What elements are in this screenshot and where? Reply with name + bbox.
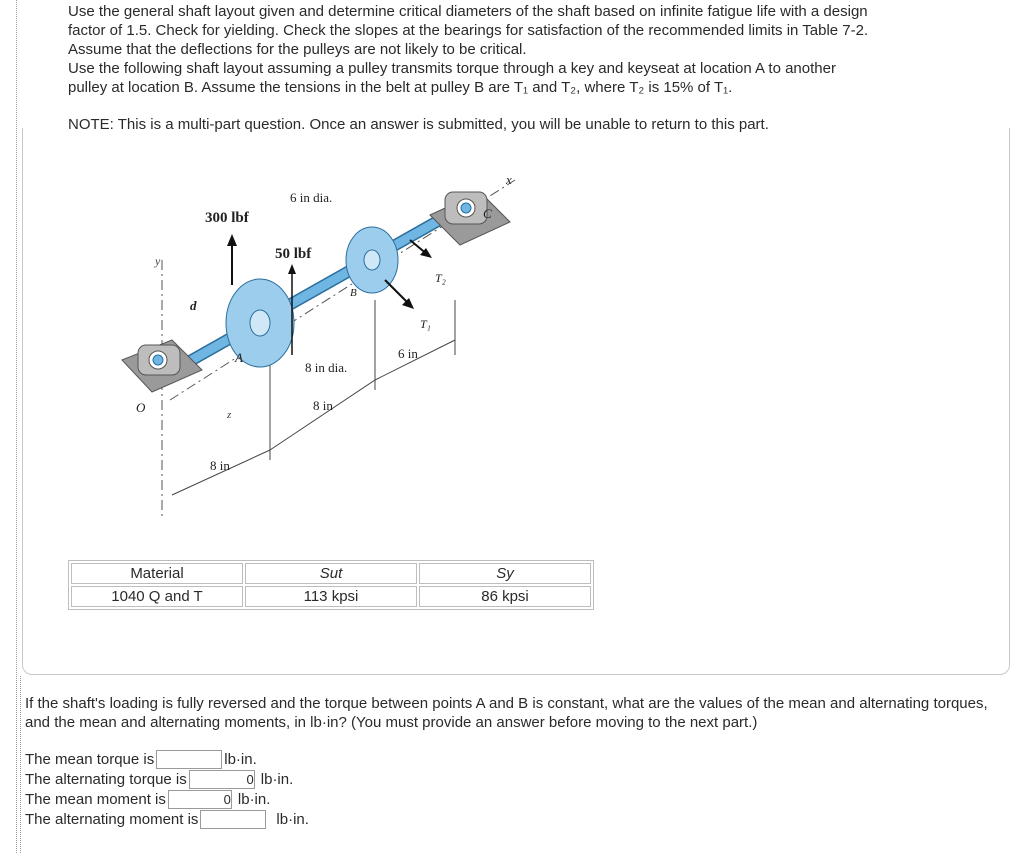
problem-statement <box>68 2 968 134</box>
answer-row-mean-moment <box>25 790 270 809</box>
mean-moment-input[interactable]: 0 <box>168 790 232 809</box>
answer-label: The alternating torque is <box>25 771 187 788</box>
answer-row-alternating-torque <box>25 770 293 789</box>
arrow-up-icon <box>227 234 237 246</box>
label-dia-b: 6 in dia. <box>290 190 333 205</box>
label-t1: T₁ <box>420 317 431 331</box>
answer-unit: lb·in. <box>260 771 294 788</box>
table-row <box>71 586 591 607</box>
table-cell-material: 1040 Q and T <box>71 586 243 607</box>
table-header-sy: Sy <box>419 563 591 584</box>
table-cell-sut: 113 kpsi <box>245 586 417 607</box>
label-dia-a: 8 in dia. <box>305 360 348 375</box>
label-b: B <box>350 287 357 299</box>
bearing-c <box>430 192 510 245</box>
bearing-o <box>122 340 202 392</box>
answer-label: The mean moment is <box>25 791 166 808</box>
label-a: A <box>235 350 243 365</box>
table-row <box>71 563 591 584</box>
arrow-up-icon <box>288 264 296 274</box>
label-x: x <box>506 172 512 187</box>
left-dotted-border <box>16 0 17 853</box>
answer-label: The alternating moment is <box>25 811 199 828</box>
answer-unit: lb·in. <box>237 791 271 808</box>
label-o: O <box>136 400 146 415</box>
prompt-line: factor of 1.5. Check for yielding. Check the slopes at the bearings for satisfaction of the recommended limits in Table 7-2. <box>68 22 869 39</box>
shaft-layout-figure <box>110 160 540 530</box>
label-t2: T₂ <box>435 271 446 285</box>
shaft-diagram <box>110 160 540 530</box>
answer-label: The mean torque is <box>25 751 155 768</box>
material-table <box>68 560 594 610</box>
label-len-oa: 8 in <box>210 458 230 473</box>
label-d: d <box>190 298 197 313</box>
shaft <box>160 200 475 378</box>
label-len-bc: 6 in <box>398 346 418 361</box>
table-cell-sy: 86 kpsi <box>419 586 591 607</box>
alternating-moment-input[interactable] <box>200 810 266 829</box>
answer-row-alternating-moment <box>25 810 309 829</box>
prompt-line: Use the following shaft layout assuming a pulley transmits torque through a key and keyseat at location A to another <box>68 60 836 77</box>
note-text: NOTE: This is a multi-part question. Once an answer is submitted, you will be unable to return to this part. <box>68 116 769 133</box>
table-header-sut: Sut <box>245 563 417 584</box>
answer-unit: lb·in. <box>276 811 309 828</box>
label-len-ab: 8 in <box>313 398 333 413</box>
dimension-line-ab <box>270 380 375 450</box>
prompt-line: pulley at location B. Assume the tensions in the belt at pulley B are T₁ and T₂, where T₂ is 15% of T₁. <box>68 79 733 96</box>
pulley-b <box>346 227 398 293</box>
answer-unit: lb·in. <box>224 751 257 768</box>
table-header-material: Material <box>71 563 243 584</box>
label-c: C <box>483 206 492 221</box>
label-force-b: 50 lbf <box>275 246 312 262</box>
label-y: y <box>155 254 161 268</box>
question-text: If the shaft's loading is fully reversed and the torque between points A and B is constant, what are the values of the mean and alternating torques, and the mean and alternating moments, in lb·in? (You must provide an answer before moving to the next part.) <box>25 695 988 731</box>
answer-row-mean-torque <box>25 750 257 769</box>
label-z: z <box>227 409 232 421</box>
question-section <box>20 676 1021 853</box>
prompt-line: Use the general shaft layout given and determine critical diameters of the shaft based on infinite fatigue life with a design <box>68 3 868 20</box>
mean-torque-input[interactable] <box>156 750 222 769</box>
alternating-torque-input[interactable]: 0 <box>189 770 255 789</box>
prompt-line: Assume that the deflections for the pulleys are not likely to be critical. <box>68 41 527 58</box>
label-force-a: 300 lbf <box>205 210 249 226</box>
